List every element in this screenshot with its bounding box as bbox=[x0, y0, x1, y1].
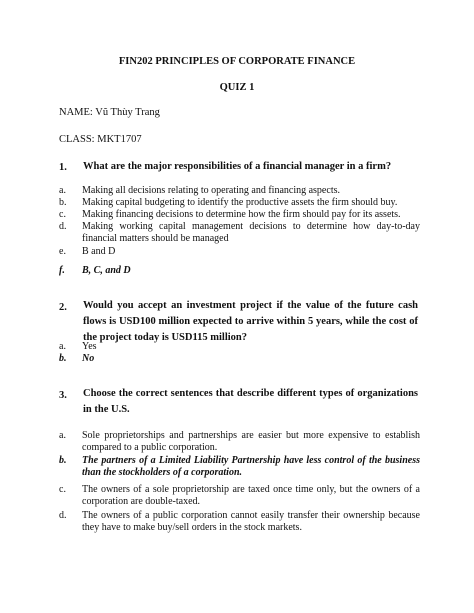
option-letter: a. bbox=[59, 430, 66, 441]
option-text-selected: B, C, and D bbox=[82, 265, 131, 276]
name-label: NAME: bbox=[59, 107, 93, 118]
option-letter-selected: b. bbox=[59, 353, 67, 364]
option-letter: c. bbox=[59, 209, 66, 220]
question-text: What are the major responsibilities of a financial manager in a firm? bbox=[83, 161, 392, 172]
question-number: 3. bbox=[59, 390, 67, 401]
option-text-selected: No bbox=[82, 353, 95, 364]
class-label: CLASS: bbox=[59, 134, 95, 145]
question-number: 1. bbox=[59, 162, 67, 173]
student-name: Vũ Thùy Trang bbox=[95, 107, 160, 118]
option-text: The owners of a public corporation cannot easily transfer their ownership because they have to make buy/sell orders in the stock markets. bbox=[82, 510, 420, 533]
option-text: Making capital budgeting to identify the productive assets the firm should buy. bbox=[82, 197, 398, 208]
option-letter: b. bbox=[59, 197, 67, 208]
option-letter: a. bbox=[59, 341, 66, 352]
student-class-line bbox=[59, 134, 142, 145]
option-text: The owners of a sole proprietorship are taxed once time only, but the owners of a corporation are double-taxed. bbox=[82, 484, 420, 507]
option-letter: d. bbox=[59, 221, 67, 232]
student-class: MKT1707 bbox=[97, 134, 142, 145]
option-letter: e. bbox=[59, 246, 66, 257]
student-name-line bbox=[59, 107, 160, 118]
option-letter: d. bbox=[59, 510, 67, 521]
option-letter-selected: b. bbox=[59, 455, 67, 466]
option-letter-selected: f. bbox=[59, 265, 65, 276]
question-text: Would you accept an investment project if the value of the future cash flows is USD100 million expected to arrive within 5 years, while the cost of the project today is USD115 million? bbox=[83, 300, 418, 343]
question-text: Choose the correct sentences that describe different types of organizations in the U.S. bbox=[83, 388, 418, 415]
option-letter: c. bbox=[59, 484, 66, 495]
option-text: B and D bbox=[82, 246, 116, 257]
option-text: Yes bbox=[82, 341, 97, 352]
option-text: Making working capital management decisions to determine how day-to-day financial matters should be managed bbox=[82, 221, 420, 244]
question-number: 2. bbox=[59, 302, 67, 313]
option-text: Making all decisions relating to operating and financing aspects. bbox=[82, 185, 340, 196]
option-text: Sole proprietorships and partnerships are easier but more expensive to establish compared to a public corporation. bbox=[82, 430, 420, 453]
option-text: Making financing decisions to determine how the firm should pay for its assets. bbox=[82, 209, 401, 220]
course-title: FIN202 PRINCIPLES OF CORPORATE FINANCE bbox=[118, 56, 356, 67]
option-letter: a. bbox=[59, 185, 66, 196]
quiz-title: QUIZ 1 bbox=[219, 82, 255, 93]
option-text-selected: The partners of a Limited Liability Partnership have less control of the business than the stockholders of a corporation. bbox=[82, 455, 420, 478]
